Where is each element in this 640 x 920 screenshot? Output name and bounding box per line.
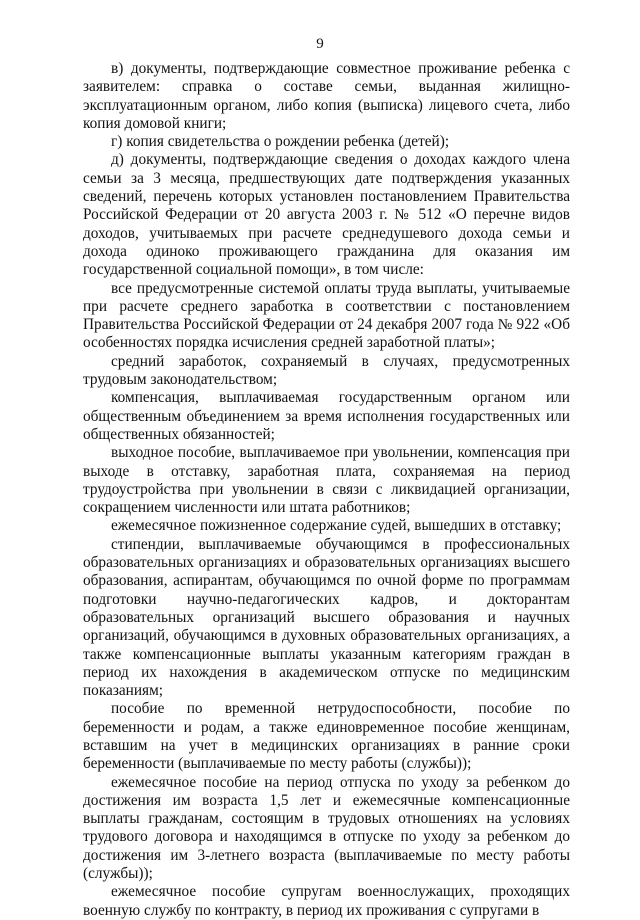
paragraph-compensation-public-duties: компенсация, выплачиваемая государственным органом или общественным объединением за время исполнения государственных или общественных обязанностей; bbox=[83, 389, 570, 443]
paragraph-payroll-payments: все предусмотренные системой оплаты труда выплаты, учитываемые при расчете среднего заработка в соответствии с постановлением Правительства Российской Федерации от 24 декабря 2007 года № 922 «Об особенностях порядка исчисления средней заработной платы»; bbox=[83, 279, 570, 352]
paragraph-stipends: стипендии, выплачиваемые обучающимся в профессиональных образовательных организациях и образовательных организациях высшего образования, аспирантам, обучающимся по очной форме по программам подготовки научно-педагогических кадров, и докторантам образовательных организаций высшего образования и научных организаций, обучающимся в духовных образовательных организациях, а также компенсационные выплаты указанным категориям граждан в период их нахождения в академическом отпуске по медицинским показаниям; bbox=[83, 535, 570, 700]
paragraph-documents-cohabitation: в) документы, подтверждающие совместное проживание ребенка с заявителем: справка о составе семьи, выданная жилищно-эксплуатационным органом, либо копия (выписка) лицевого счета, либо копия домовой книги; bbox=[83, 60, 570, 132]
page-number: 9 bbox=[316, 36, 324, 52]
paragraph-military-spouses: ежемесячное пособие супругам военнослужащих, проходящих военную службу по контракту, в период их проживания с супругами в bbox=[83, 883, 570, 919]
paragraph-sickness-maternity: пособие по временной нетрудоспособности, пособие по беременности и родам, а также единовременное пособие женщинам, вставшим на учет в медицинских организациях в ранние сроки беременности (выплачиваемые по месту работы (службы)); bbox=[83, 700, 570, 773]
paragraph-judges-allowance: ежемесячное пожизненное содержание судей, вышедших в отставку; bbox=[111, 517, 562, 535]
paragraph-average-earnings: средний заработок, сохраняемый в случаях, предусмотренных трудовым законодательством; bbox=[83, 352, 570, 389]
paragraph-severance-pay: выходное пособие, выплачиваемое при увольнении, компенсация при выходе в отставку, заработная плата, сохраняемая на период трудоустройства при увольнении в связи с ликвидацией организации, сокращением численности или штата работников; bbox=[83, 444, 570, 517]
paragraph-income-documents: д) документы, подтверждающие сведения о доходах каждого члена семьи за 3 месяца, предшествующих дате подтверждения указанных сведений, перечень которых установлен постановлением Правительства Российской Федерации от 20 августа 2003 г. № 512 «О перечне видов доходов, учитываемых при расчете среднедушевого дохода семьи и дохода одиноко проживающего гражданина для оказания им государственной социальной помощи», в том числе: bbox=[83, 151, 570, 279]
document-body bbox=[83, 60, 570, 920]
paragraph-birth-certificate: г) копия свидетельства о рождении ребенка (детей); bbox=[111, 133, 450, 151]
paragraph-childcare-allowance: ежемесячное пособие на период отпуска по уходу за ребенком до достижения им возраста 1,5 лет и ежемесячные компенсационные выплаты гражданам, состоящим в трудовых отношениях на условиях трудового договора и находящимся в отпуске по уходу за ребенком до достижения им 3-летнего возраста (выплачиваемые по месту работы (службы)); bbox=[83, 773, 570, 883]
